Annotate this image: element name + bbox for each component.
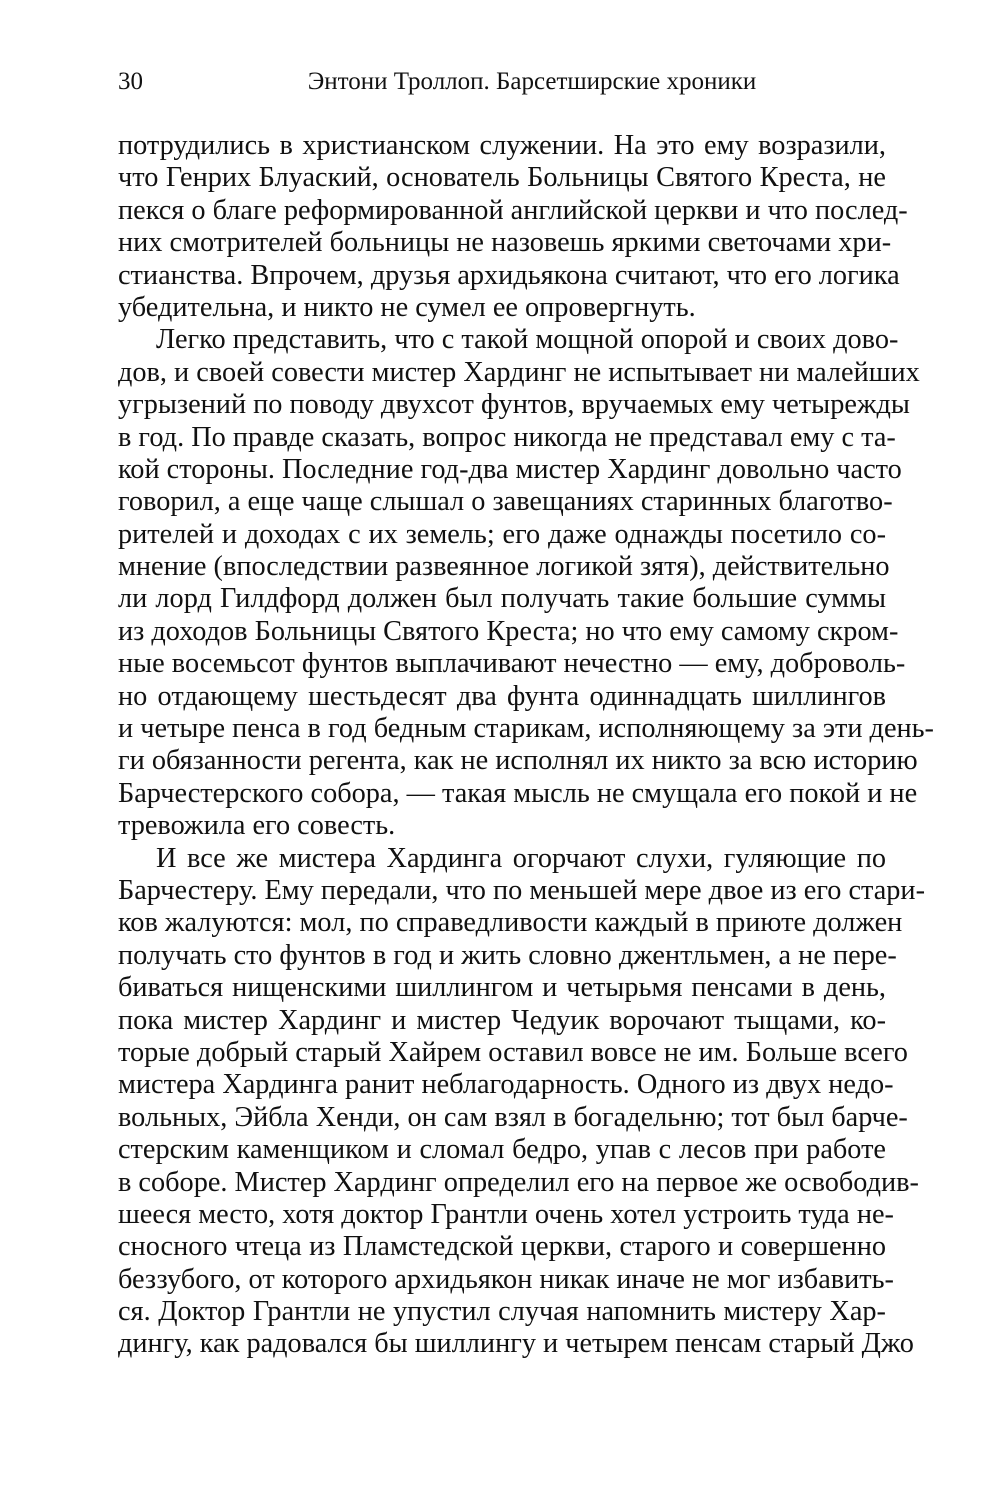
text-line: мнение (впоследствии развеянное логикой зятя), действительно bbox=[118, 551, 890, 583]
text-line: тревожила его совесть. bbox=[118, 810, 396, 842]
text-line: Барчестеру. Ему передали, что по меньшей мере двое из его стари- bbox=[118, 874, 925, 906]
page-number: 30 bbox=[118, 68, 143, 95]
running-header bbox=[118, 64, 886, 100]
text-line: стерским каменщиком и сломал бедро, упав с лесов при работе bbox=[118, 1134, 886, 1166]
text-line: ги обязанности регента, как не исполнял их никто за всю историю bbox=[118, 745, 918, 777]
body-text bbox=[118, 130, 934, 1361]
text-line: кой стороны. Последние год-два мистер Хардинг довольно часто bbox=[118, 453, 902, 485]
text-line: но отдающему шестьдесят два фунта одиннадцать шиллингов bbox=[118, 680, 886, 712]
text-line: ные восемьсот фунтов выплачивают нечестно — ему, доброволь- bbox=[118, 648, 906, 680]
text-line: убедительна, и никто не сумел ее опровергнуть. bbox=[118, 291, 696, 323]
text-line: и четыре пенса в год бедным старикам, исполняющему за эти день- bbox=[118, 713, 934, 745]
paragraph bbox=[118, 324, 934, 842]
text-line: рителей и доходах с их земель; его даже однажды посетило со- bbox=[118, 518, 886, 550]
text-line: в год. По правде сказать, вопрос никогда не представал ему с та- bbox=[118, 421, 896, 453]
text-line: них смотрителей больницы не назовешь яркими светочами хри- bbox=[118, 227, 892, 259]
paragraph bbox=[118, 842, 925, 1361]
text-line: говорил, а еще чаще слышал о завещаниях старинных благотво- bbox=[118, 486, 893, 518]
text-line: потрудились в христианском служении. На это ему возразили, bbox=[118, 130, 886, 161]
running-title: Энтони Троллоп. Барсетширские хроники bbox=[307, 68, 757, 95]
text-line: пока мистер Хардинг и мистер Чедуик ворочают тыщами, ко- bbox=[118, 1004, 886, 1036]
text-line: Легко представить, что с такой мощной опорой и своих дово- bbox=[156, 324, 899, 356]
text-line: стианства. Впрочем, друзья архидьякона считают, что его логика bbox=[118, 259, 900, 291]
text-line: ков жалуются: мол, по справедливости каждый в приюте должен bbox=[118, 907, 903, 939]
text-line: мистера Хардинга ранит неблагодарность. Одного из двух недо- bbox=[118, 1069, 894, 1101]
text-line: И все же мистера Хардинга огорчают слухи, гуляющие по bbox=[156, 842, 886, 874]
text-line: шееся место, хотя доктор Грантли очень хотел устроить туда не- bbox=[118, 1198, 894, 1230]
paragraph bbox=[118, 130, 908, 324]
text-line: торые добрый старый Хайрем оставил вовсе не им. Больше всего bbox=[118, 1036, 908, 1068]
text-line: дов, и своей совести мистер Хардинг не испытывает ни малейших bbox=[118, 356, 920, 388]
text-line: ся. Доктор Грантли не упустил случая напомнить мистеру Хар- bbox=[118, 1296, 886, 1328]
text-line: в соборе. Мистер Хардинг определил его на первое же освободив- bbox=[118, 1166, 919, 1198]
text-line: беззубого, от которого архидьякон никак иначе не мог избавить- bbox=[118, 1263, 894, 1295]
text-line: Барчестерского собора, — такая мысль не смущала его покой и не bbox=[118, 777, 918, 809]
text-line: ли лорд Гилдфорд должен был получать такие большие суммы bbox=[118, 583, 886, 615]
text-line: сносного чтеца из Пламстедской церкви, старого и совершенно bbox=[118, 1231, 886, 1263]
text-line: биваться нищенскими шиллингом и четырьмя пенсами в день, bbox=[118, 972, 886, 1004]
text-line: пекся о благе реформированной английской церкви и что послед- bbox=[118, 194, 908, 226]
text-line: угрызений по поводу двухсот фунтов, вручаемых ему четырежды bbox=[118, 389, 910, 421]
text-line: из доходов Больницы Святого Креста; но что ему самому скром- bbox=[118, 615, 899, 647]
text-line: вольных, Эйбла Хенди, он сам взял в богадельню; тот был барче- bbox=[118, 1101, 908, 1133]
text-line: получать сто фунтов в год и жить словно джентльмен, а не пере- bbox=[118, 939, 897, 971]
text-line: что Генрих Блуаский, основатель Больницы Святого Креста, не bbox=[118, 162, 886, 194]
text-line: дингу, как радовался бы шиллингу и четырем пенсам старый Джо bbox=[118, 1328, 914, 1360]
